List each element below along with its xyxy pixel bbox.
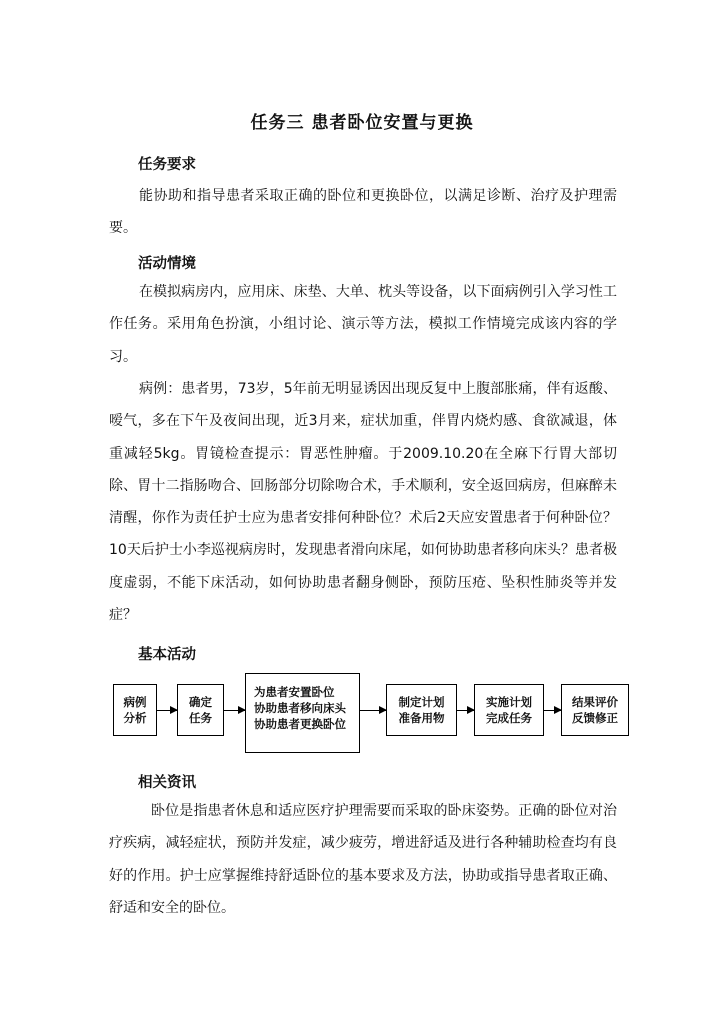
scenario-text: 在模拟病房内，应用床、床垫、大单、枕头等设备，以下面病例引入学习性工作任务。采用角色扮演，小组讨论、演示等方法，模拟工作情境完成该内容的学习。 [109, 284, 617, 365]
page-title: 任务三 患者卧位安置与更换 [250, 113, 474, 133]
heading-requirements: 任务要求 [138, 157, 196, 173]
flow-arrow [544, 710, 561, 711]
flow-step-define-task: 确定 任务 [177, 684, 224, 736]
heading-info: 相关资讯 [138, 775, 196, 791]
heading-scenario: 活动情境 [138, 256, 196, 272]
flow-step-evaluate: 结果评价 反馈修正 [561, 684, 629, 736]
flow-step-case-analysis: 病例 分析 [113, 684, 157, 736]
info-text: 卧位是指患者休息和适应医疗护理需要而采取的卧床姿势。正确的卧位对治疗疾病，减轻症状，预防并发症，减少疲劳，增进舒适及进行各种辅助检查均有良好的作用。护士应掌握维持舒适卧位的基本要求及方法，协助或指导患者取正确、舒适和安全的卧位。 [109, 803, 617, 916]
flow-arrow [457, 710, 474, 711]
requirements-text: 能协助和指导患者采取正确的卧位和更换卧位，以满足诊断、治疗及护理需要。 [109, 188, 617, 237]
flow-step-implement: 实施计划 完成任务 [474, 684, 544, 736]
case-text: 病例：患者男，73岁，5年前无明显诱因出现反复中上腹部胀痛，伴有返酸、嗳气，多在下午及夜间出现，近3月来，症状加重，伴胃内烧灼感、食欲减退，体重减轻5kg。胃镜检查提示：胃恶性肿瘤。于2009.10.20在全麻下行胃大部切除、胃十二指肠吻合、回肠部分切除吻合术，手术顺利，安全返回病房，但麻醉未清醒，你作为责任护士应为患者安排何种卧位？术后2天应安置患者于何种卧位？10天后护士小李巡视病房时，发现患者滑向床尾，如何协助患者移向床头？患者极度虚弱，不能下床活动，如何协助患者翻身侧卧，预防压疮、坠积性肺炎等并发症？ [109, 381, 617, 624]
flow-arrow [224, 710, 245, 711]
flow-arrow [157, 710, 177, 711]
flow-step-plan: 制定计划 准备用物 [386, 684, 457, 736]
flow-arrow [360, 710, 386, 711]
flow-step-positioning: 为患者安置卧位 协助患者移向床头 协助患者更换卧位 [245, 673, 360, 753]
heading-activities: 基本活动 [138, 647, 196, 663]
